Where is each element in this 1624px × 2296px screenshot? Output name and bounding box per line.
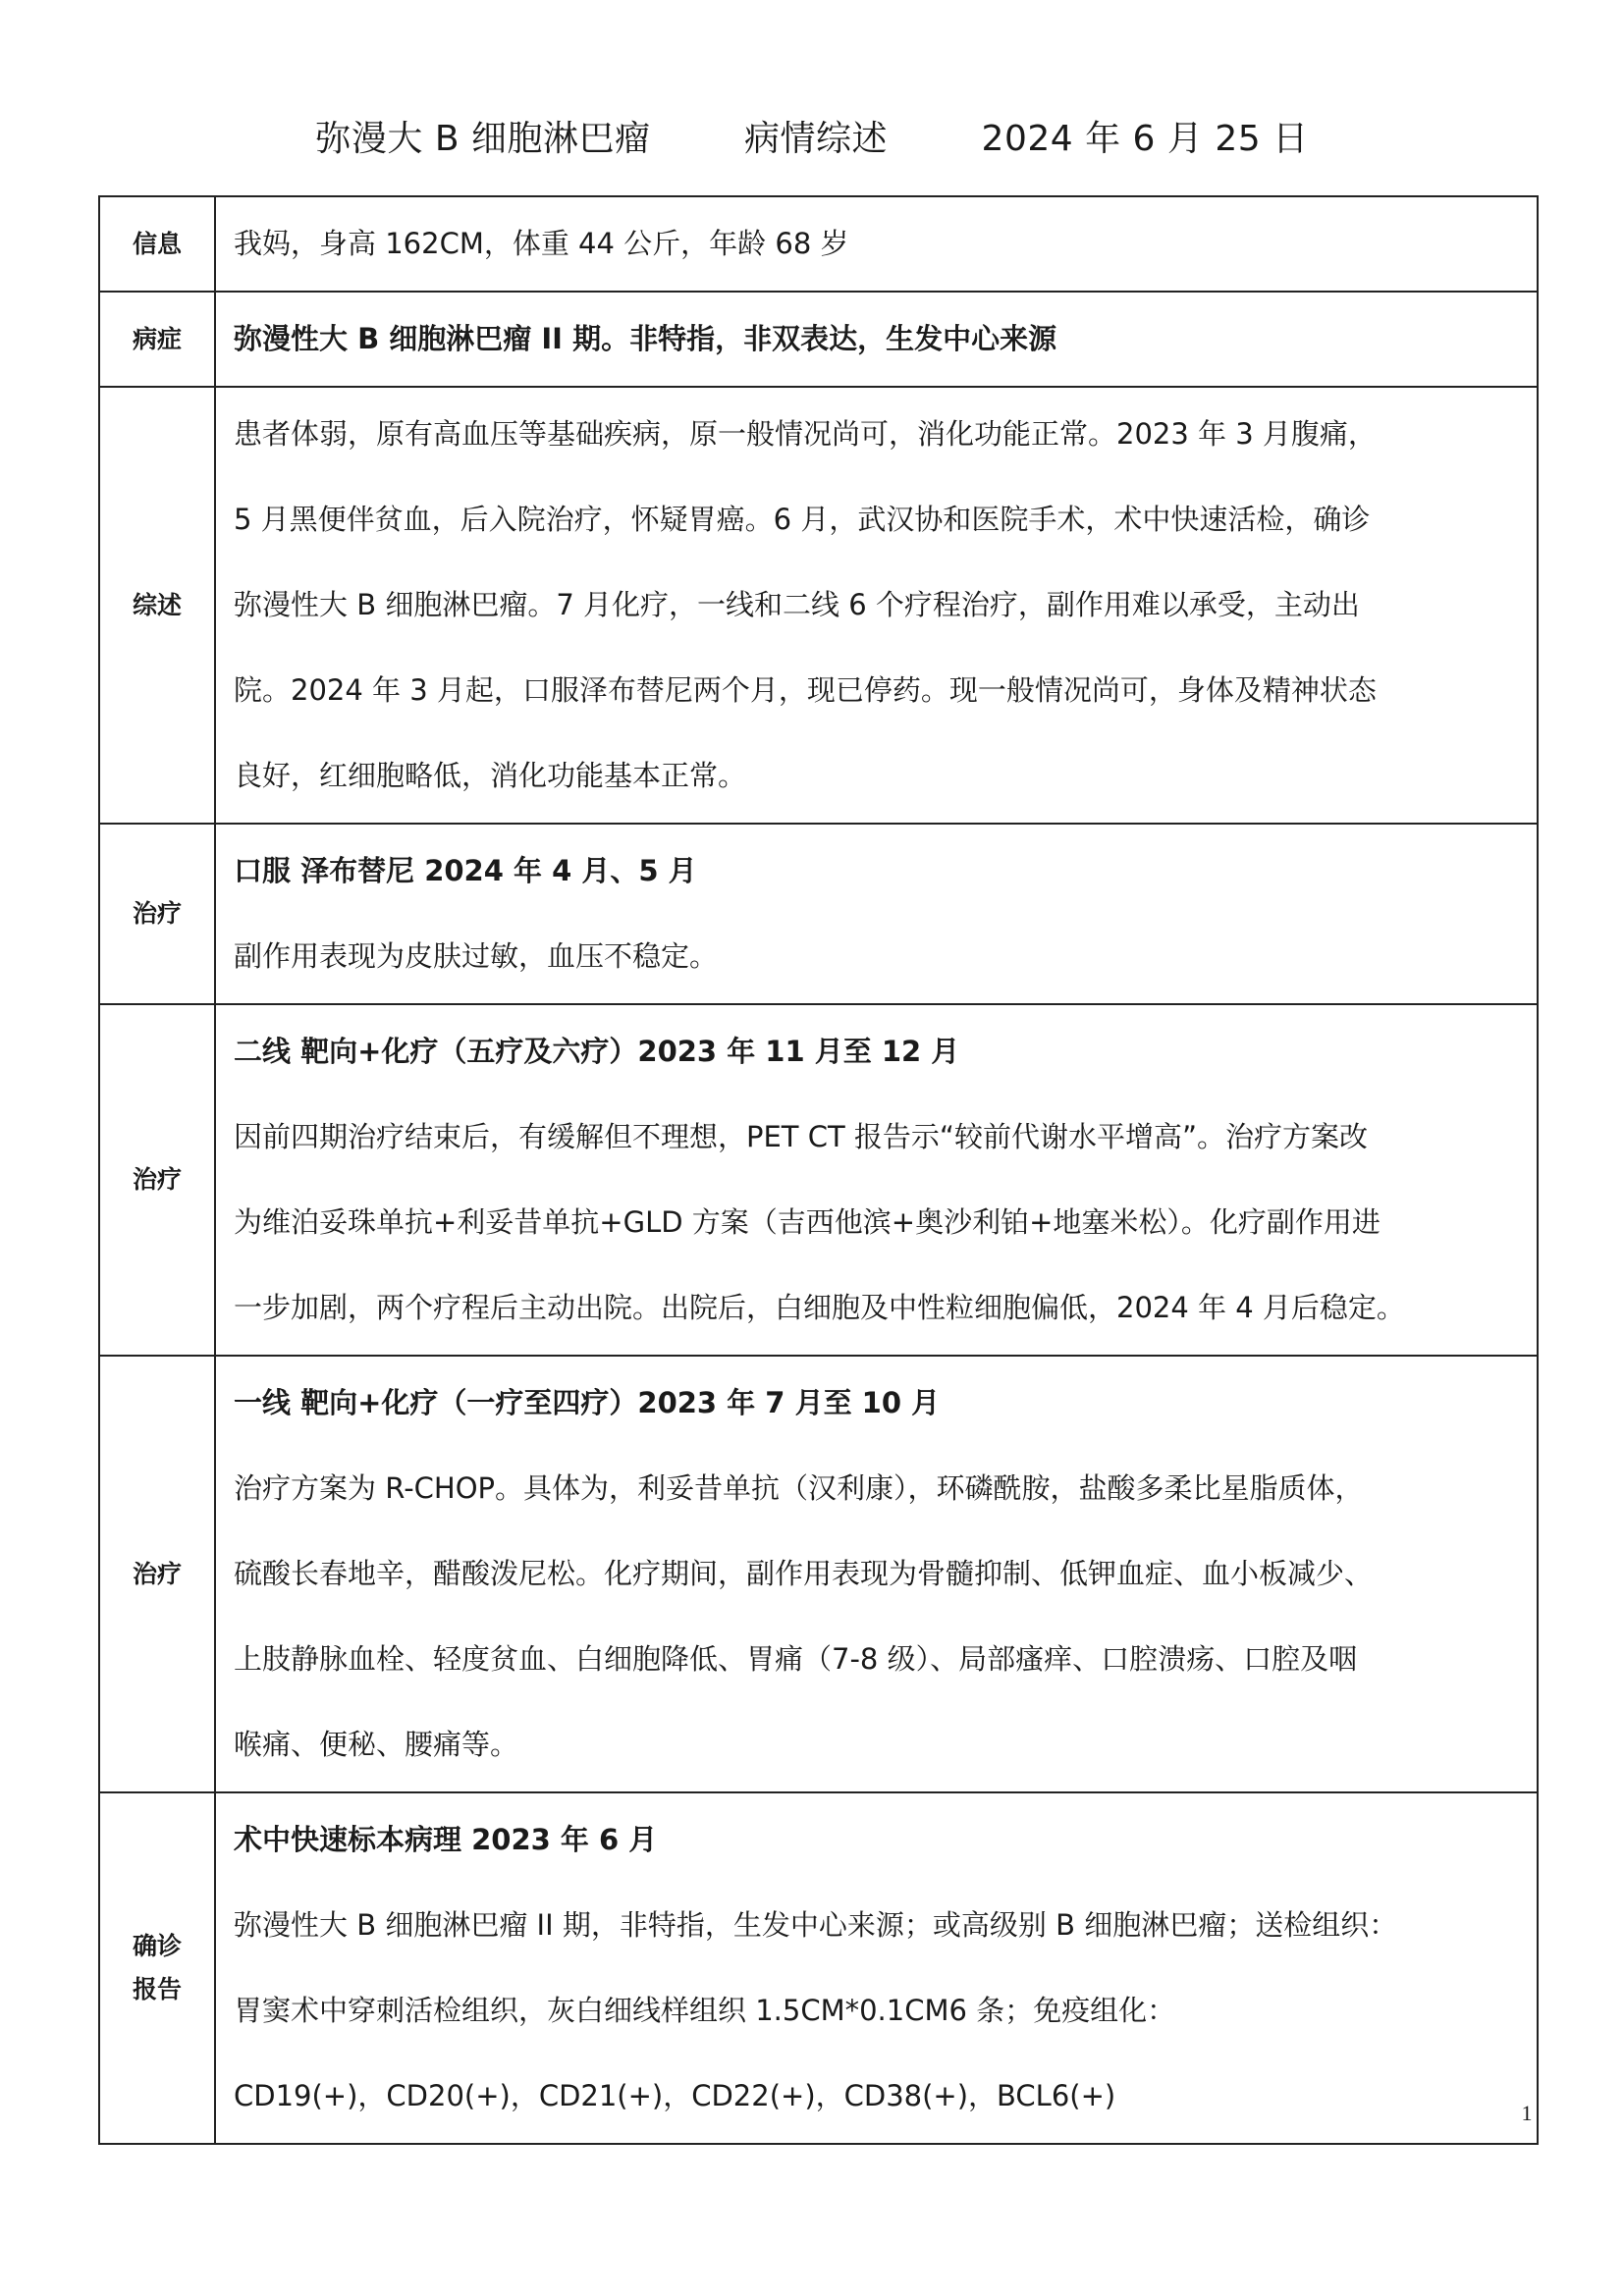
treatment-line: 因前四期治疗结束后，有缓解但不理想，PET CT 报告示“较前代谢水平增高”。治疗方案改 — [234, 1120, 1368, 1153]
row-label-treatment: 治疗 — [99, 1356, 215, 1792]
row-label-treatment: 治疗 — [99, 1004, 215, 1356]
treatment-line: 为维泊妥珠单抗+利妥昔单抗+GLD 方案（吉西他滨+奥沙利铂+地塞米松）。化疗副作用进 — [234, 1205, 1380, 1239]
diagnosis-line: 弥漫性大 B 细胞淋巴瘤 II 期。非特指，非双表达，生发中心来源 — [234, 322, 1057, 355]
row-content-diagnosis-report — [215, 1792, 1538, 2144]
row-content-treatment-oral — [215, 824, 1538, 1004]
summary-line: 5 月黑便伴贫血，后入院治疗，怀疑胃癌。6 月，武汉协和医院手术，术中快速活检，确诊 — [234, 503, 1371, 536]
report-line: 弥漫性大 B 细胞淋巴瘤 II 期，非特指，生发中心来源；或高级别 B 细胞淋巴瘤；送检组织： — [234, 1908, 1398, 1942]
treatment-line: 治疗方案为 R-CHOP。具体为，利妥昔单抗（汉利康），环磷酰胺，盐酸多柔比星脂质体， — [234, 1471, 1364, 1505]
treatment-heading: 口服 泽布替尼 2024 年 4 月、5 月 — [234, 854, 697, 887]
table-row-diagnosis-report — [99, 1792, 1538, 2144]
row-content-treatment-first-line — [215, 1356, 1538, 1792]
row-content-diagnosis — [215, 292, 1538, 387]
table-row-info — [99, 196, 1538, 292]
table-row-summary — [99, 387, 1538, 824]
row-label-treatment: 治疗 — [99, 824, 215, 1004]
summary-line: 良好，红细胞略低，消化功能基本正常。 — [234, 759, 747, 792]
treatment-heading: 二线 靶向+化疗（五疗及六疗）2023 年 11 月至 12 月 — [234, 1035, 960, 1068]
summary-line: 院。2024 年 3 月起，口服泽布替尼两个月，现已停药。现一般情况尚可，身体及精神状态 — [234, 673, 1377, 707]
treatment-line: 副作用表现为皮肤过敏，血压不稳定。 — [234, 939, 719, 973]
treatment-heading: 一线 靶向+化疗（一疗至四疗）2023 年 7 月至 10 月 — [234, 1386, 941, 1419]
report-heading: 术中快速标本病理 2023 年 6 月 — [234, 1823, 658, 1856]
row-label-line: 确诊 — [132, 1932, 182, 1960]
summary-line: 弥漫性大 B 细胞淋巴瘤。7 月化疗，一线和二线 6 个疗程治疗，副作用难以承受，主动出 — [234, 588, 1360, 621]
table-row-treatment-first-line — [99, 1356, 1538, 1792]
report-line: 胃窦术中穿刺活检组织，灰白细线样组织 1.5CM*0.1CM6 条；免疫组化： — [234, 1994, 1176, 2027]
row-label-info: 信息 — [99, 196, 215, 292]
summary-line: 患者体弱，原有高血压等基础疾病，原一般情况尚可，消化功能正常。2023 年 3 月腹痛， — [234, 417, 1377, 451]
medical-summary-table — [98, 195, 1539, 2145]
treatment-line: 上肢静脉血栓、轻度贫血、白细胞降低、胃痛（7-8 级）、局部瘙痒、口腔溃疡、口腔及咽 — [234, 1642, 1358, 1676]
table-row-diagnosis — [99, 292, 1538, 387]
row-label-summary: 综述 — [99, 387, 215, 824]
row-label-line: 报告 — [132, 1975, 182, 2003]
table-row-treatment-second-line — [99, 1004, 1538, 1356]
report-line: CD19(+)，CD20(+)，CD21(+)，CD22(+)，CD38(+)，BCL6(+) — [234, 2079, 1116, 2112]
table-row-treatment-oral — [99, 824, 1538, 1004]
treatment-line: 喉痛、便秘、腰痛等。 — [234, 1728, 519, 1761]
document-title: 弥漫大 B 细胞淋巴瘤 病情综述 2024 年 6 月 25 日 — [315, 119, 1309, 159]
treatment-line: 一步加剧，两个疗程后主动出院。出院后，白细胞及中性粒细胞偏低，2024 年 4 月后稳定。 — [234, 1291, 1405, 1324]
treatment-line: 硫酸长春地辛，醋酸泼尼松。化疗期间，副作用表现为骨髓抑制、低钾血症、血小板减少、 — [234, 1557, 1374, 1590]
row-content-summary — [215, 387, 1538, 824]
row-label-diagnosis: 病症 — [99, 292, 215, 387]
row-content-treatment-second-line — [215, 1004, 1538, 1356]
row-label-diagnosis-report — [99, 1792, 215, 2144]
page-number: 1 — [1521, 2101, 1533, 2125]
row-content-info — [215, 196, 1538, 292]
info-line: 我妈，身高 162CM，体重 44 公斤，年龄 68 岁 — [234, 227, 849, 260]
